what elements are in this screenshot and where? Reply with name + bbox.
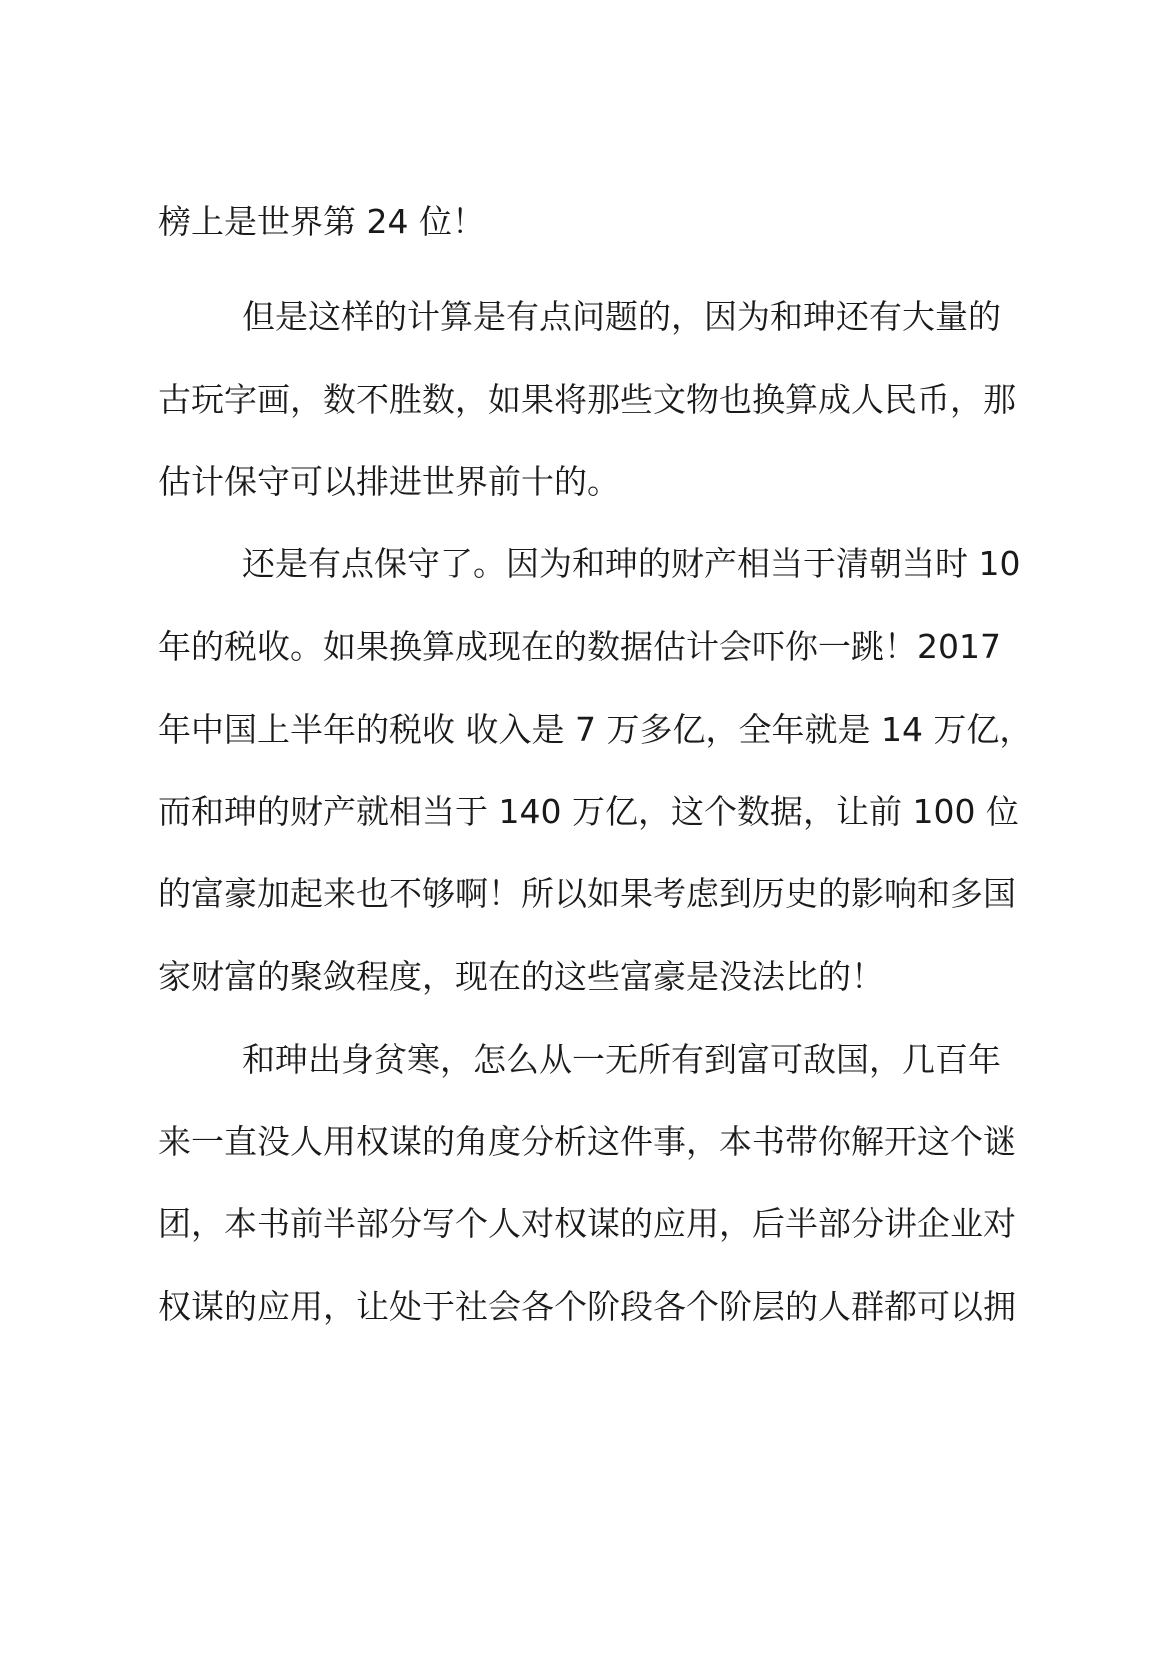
text-line: 但是这样的计算是有点问题的，因为和珅还有大量的 (242, 297, 1001, 336)
text-line: 年中国上半年的税收 收入是 7 万多亿，全年就是 14 万亿， (158, 710, 1033, 749)
text-line: 榜上是世界第 24 位！ (158, 202, 485, 241)
text-line: 还是有点保守了。因为和珅的财产相当于清朝当时 10 (242, 544, 1021, 583)
text-line: 古玩字画，数不胜数，如果将那些文物也换算成人民币，那 (158, 380, 1016, 419)
text-line: 来一直没人用权谋的角度分析这件事，本书带你解开这个谜 (158, 1122, 1016, 1161)
text-line: 团，本书前半部分写个人对权谋的应用，后半部分讲企业对 (158, 1204, 1016, 1243)
text-line: 家财富的聚敛程度，现在的这些富豪是没法比的！ (158, 957, 884, 996)
text-line: 权谋的应用，让处于社会各个阶段各个阶层的人群都可以拥 (158, 1287, 1016, 1326)
text-line: 年的税收。如果换算成现在的数据估计会吓你一跳！2017 (158, 627, 1001, 666)
text-line: 的富豪加起来也不够啊！所以如果考虑到历史的影响和多国 (158, 874, 1016, 913)
text-line: 而和珅的财产就相当于 140 万亿，这个数据，让前 100 位 (158, 792, 1019, 831)
text-line: 估计保守可以排进世界前十的。 (158, 462, 620, 501)
text-line: 和珅出身贫寒，怎么从一无所有到富可敌国，几百年 (242, 1040, 1001, 1079)
